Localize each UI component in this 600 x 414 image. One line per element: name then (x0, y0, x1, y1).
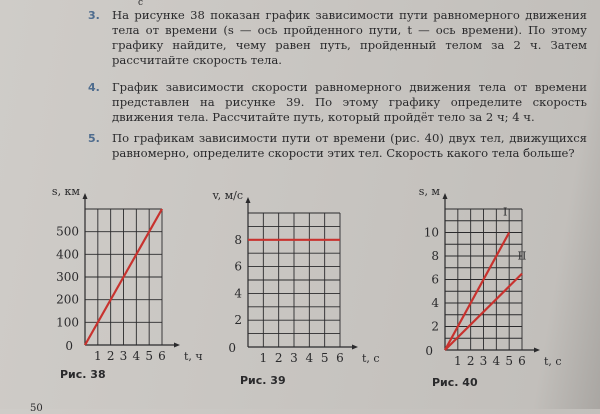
y-axis-label: s, м (418, 185, 440, 198)
y-tick-label: 2 (234, 313, 242, 328)
problem-number: 3. (88, 9, 100, 22)
chart-2 (212, 189, 380, 387)
x-tick-label: 5 (145, 349, 153, 363)
problem-number: 4. (88, 81, 100, 94)
x-axis-arrow-icon (174, 343, 180, 348)
chart-3 (419, 185, 562, 389)
x-tick-label: 1 (259, 351, 268, 365)
x-tick-label: 3 (479, 354, 488, 368)
y-axis-label: s, км (51, 185, 80, 198)
origin-label: 0 (65, 339, 73, 353)
x-tick-label: 4 (305, 351, 314, 365)
chart-1 (52, 185, 203, 381)
x-tick-label: 6 (518, 354, 526, 368)
y-tick-label: 2 (431, 319, 439, 334)
series-label: II (517, 249, 527, 263)
y-tick-label: 8 (431, 249, 439, 263)
x-tick-label: 2 (106, 349, 115, 363)
series-label: I (502, 205, 508, 219)
x-tick-label: 3 (290, 351, 298, 365)
y-tick-label: 4 (234, 286, 242, 301)
x-tick-label: 5 (505, 354, 513, 368)
figure-caption: Рис. 39 (240, 374, 286, 387)
x-tick-label: 2 (466, 354, 475, 368)
y-axis-label: v, м/с (212, 189, 243, 202)
x-axis-arrow-icon (352, 345, 358, 350)
y-axis-arrow-icon (443, 193, 448, 199)
x-tick-label: 5 (320, 351, 329, 365)
x-axis-label: t, с (544, 355, 562, 368)
y-tick-label: 100 (56, 315, 79, 330)
x-tick-label: 4 (492, 354, 501, 368)
y-tick-label: 400 (56, 247, 79, 262)
y-tick-label: 6 (431, 272, 439, 287)
x-tick-label: 3 (119, 349, 128, 363)
origin-label: 0 (425, 344, 433, 358)
problem-text: По графикам зависимости пути от времени (рис. 40) двух тел, движущихся равномерно, определите скорости этих тел. Скорость какого тела больше? (112, 131, 587, 160)
problem-text: График зависимости скорости равномерного движения тела от времени представлен на рисунке 39. По этому графику определите скорость движения тела. Рассчитайте путь, который пройдёт тело за 2 ч; 4 ч. (112, 80, 587, 124)
x-tick-label: 6 (336, 351, 344, 365)
x-axis-arrow-icon (534, 348, 540, 353)
y-tick-label: 500 (56, 224, 79, 239)
y-tick-label: 200 (56, 292, 79, 307)
y-axis-arrow-icon (83, 193, 88, 199)
x-tick-label: 1 (454, 354, 462, 368)
x-axis-label: t, ч (184, 350, 203, 363)
x-axis-label: t, с (362, 352, 380, 365)
x-tick-label: 2 (274, 351, 283, 365)
y-tick-label: 300 (56, 270, 79, 284)
y-tick-label: 6 (234, 259, 242, 274)
figure-caption: Рис. 40 (432, 376, 478, 389)
problem-number: 5. (88, 132, 100, 145)
header-fragment: с (138, 0, 144, 8)
y-tick-label: 10 (423, 225, 439, 240)
problem-text: На рисунке 38 показан график зависимости пути равномерного движения тела от времени (s — ось пройденного пути, t — ось времени). По этому графику найдите, чему равен путь, пройденный телом за 2 ч. Затем рассчитайте скорость тела. (112, 8, 587, 67)
x-tick-label: 6 (158, 349, 166, 363)
y-tick-label: 8 (234, 232, 242, 247)
x-tick-label: 1 (94, 349, 102, 363)
y-axis-arrow-icon (246, 197, 251, 203)
origin-label: 0 (228, 341, 236, 355)
y-tick-label: 4 (431, 296, 439, 310)
figure-caption: Рис. 38 (60, 368, 106, 381)
page-number: 50 (30, 403, 43, 414)
x-tick-label: 4 (132, 349, 141, 363)
